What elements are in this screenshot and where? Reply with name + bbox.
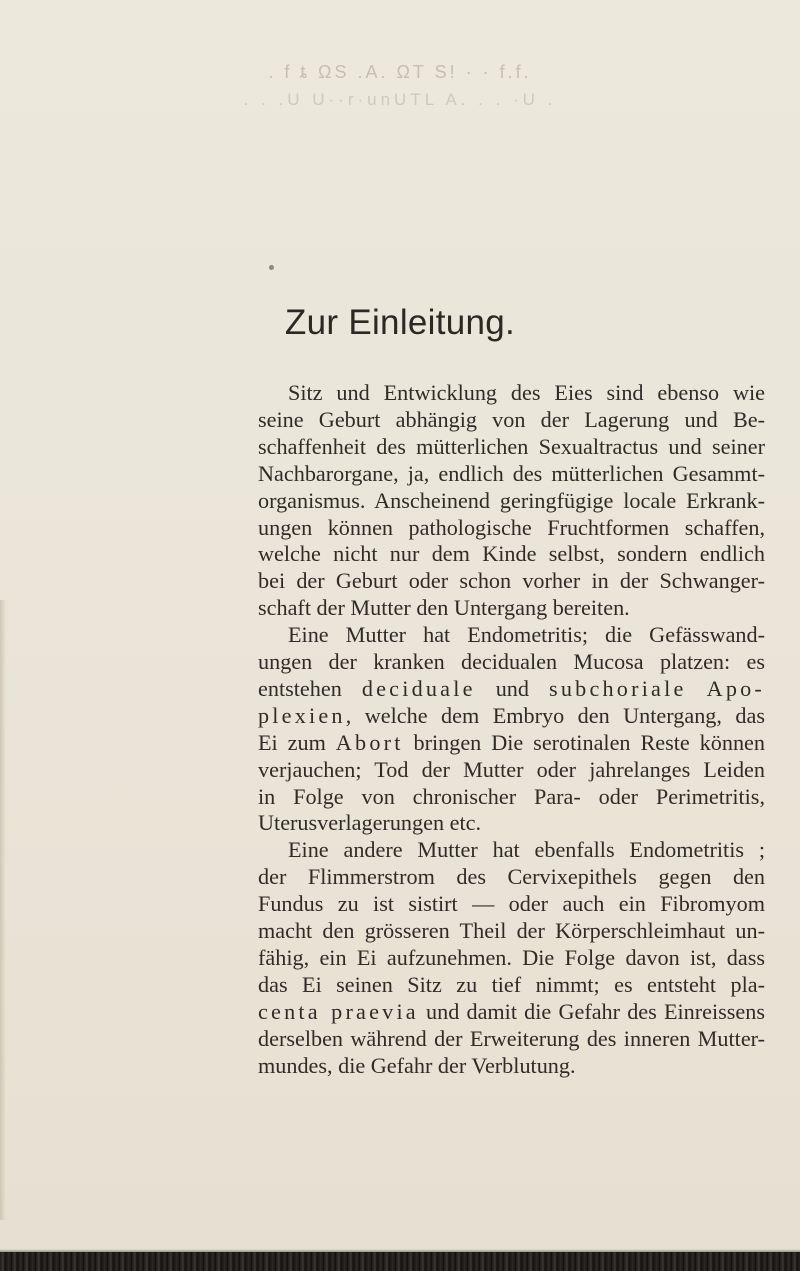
text-run: und bbox=[475, 675, 550, 701]
text-run: , welche dem Embryo den Untergang, das bbox=[345, 702, 765, 728]
text-line: verjauchen; Tod der Mutter oder jahrelanges Leiden bbox=[258, 756, 765, 782]
text-run: Ei zum bbox=[258, 729, 336, 755]
text-run: und damit die Gefahr des Einreissens bbox=[418, 998, 765, 1024]
text-line: schaffenheit des mütterlichen Sexualtractus und seiner bbox=[258, 433, 765, 459]
spaced-emphasis: plexien bbox=[258, 702, 346, 728]
text-line bbox=[258, 729, 765, 757]
text-run bbox=[687, 676, 707, 701]
text-line bbox=[258, 675, 765, 703]
text-line: fähig, ein Ei aufzunehmen. Die Folge davon ist, dass bbox=[258, 944, 765, 970]
text-line: welche nicht nur dem Kinde selbst, sondern endlich bbox=[258, 541, 765, 567]
text-line: derselben während der Erweiterung des inneren Mutter- bbox=[258, 1025, 765, 1051]
text-line: ungen können pathologische Fruchtformen schaffen, bbox=[258, 514, 765, 540]
text-line: Nachbarorgane, ja, endlich des mütterlichen Gesammt- bbox=[258, 460, 765, 486]
text-line: schaft der Mutter den Untergang bereiten. bbox=[258, 595, 630, 621]
text-line: bei der Geburt oder schon vorher in der Schwanger- bbox=[258, 568, 765, 594]
text-line: in Folge von chronischer Para- oder Perimetritis, bbox=[258, 783, 765, 809]
text-line: das Ei seinen Sitz zu tief nimmt; es entsteht pla- bbox=[258, 971, 765, 997]
text-line bbox=[258, 998, 765, 1026]
page-left-edge-shadow bbox=[0, 600, 6, 1220]
text-line: Uterusverlagerungen etc. bbox=[258, 810, 482, 836]
text-line: Fundus zu ist sistirt — oder auch ein Fibromyom bbox=[258, 891, 765, 917]
text-line: seine Geburt abhängig von der Lagerung und Be- bbox=[258, 406, 765, 432]
text-line: Sitz und Entwicklung des Eies sind ebenso wie bbox=[288, 380, 765, 405]
text-line: mundes, die Gefahr der Verblutung. bbox=[258, 1052, 576, 1078]
spaced-emphasis: deciduale bbox=[361, 675, 476, 701]
scan-bottom-edge bbox=[0, 1252, 800, 1271]
spaced-emphasis: Apo- bbox=[706, 675, 765, 701]
text-line bbox=[258, 702, 765, 730]
chapter-title: Zur Einleitung. bbox=[284, 303, 516, 342]
spaced-emphasis: centa praevia bbox=[258, 998, 419, 1024]
text-line: organismus. Anscheinend geringfügige locale Erkrank- bbox=[258, 487, 765, 513]
text-run: bringen Die serotinalen Reste können bbox=[403, 729, 765, 755]
spaced-emphasis: subchoriale bbox=[549, 675, 687, 701]
bleed-through-text-second: . . .U U··r·unUTL A. . . ·U . bbox=[243, 90, 557, 109]
spaced-emphasis: Abort bbox=[335, 729, 404, 755]
text-line: der Flimmerstrom des Cervixepithels gegen den bbox=[258, 864, 765, 890]
bleed-through-text-top: . f ȶ ΩS .A. ΩT S! · · f.f. bbox=[268, 62, 532, 82]
text-line: Eine andere Mutter hat ebenfalls Endometritis ; bbox=[288, 837, 765, 863]
text-line: macht den grösseren Theil der Körperschleimhaut un- bbox=[258, 918, 765, 943]
text-line: Eine Mutter hat Endometritis; die Gefässwand- bbox=[288, 622, 765, 648]
text-run: entstehen bbox=[258, 675, 362, 701]
text-line: ungen der kranken decidualen Mucosa platzen: es bbox=[258, 649, 765, 674]
